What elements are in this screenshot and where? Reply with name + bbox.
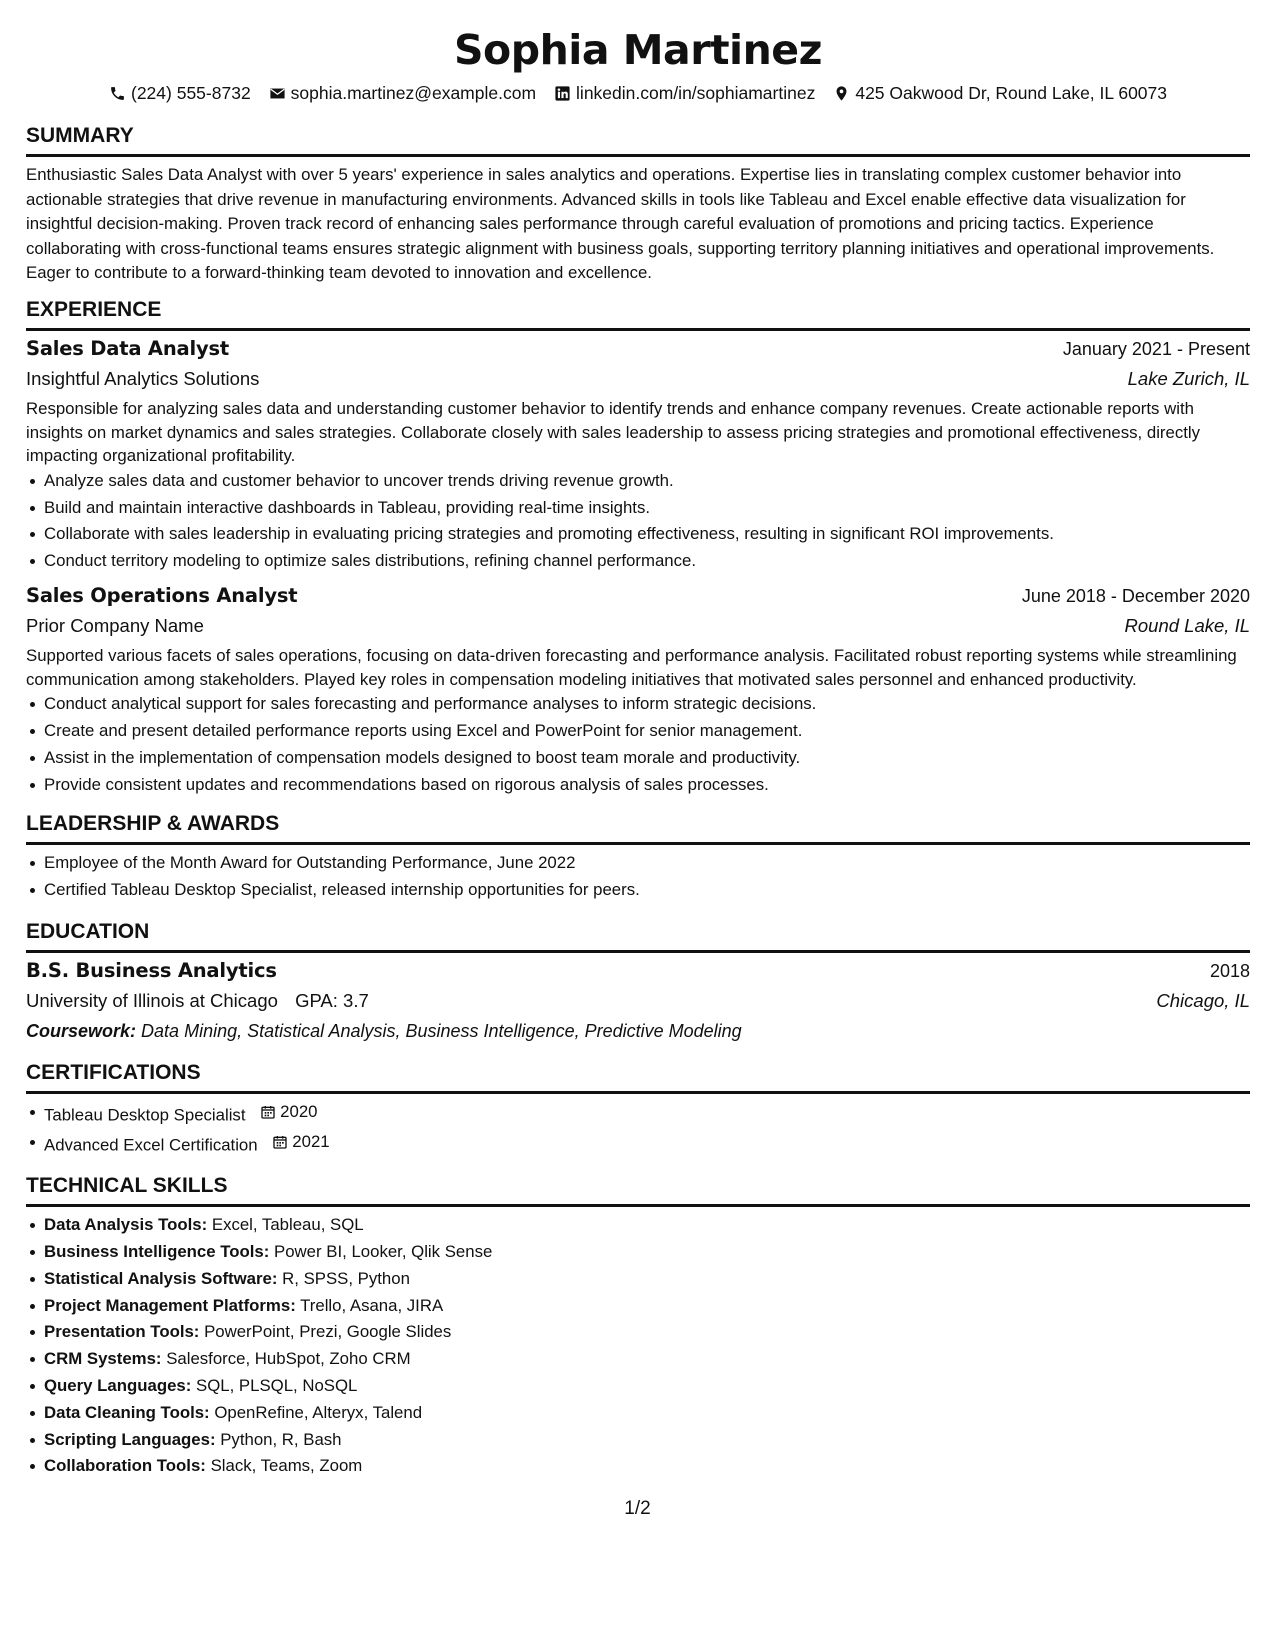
skill-label: Collaboration Tools: xyxy=(44,1456,206,1476)
contact-linkedin[interactable] xyxy=(554,83,815,104)
skill-label: Scripting Languages: xyxy=(44,1429,216,1449)
cert-name: Tableau Desktop Specialist xyxy=(44,1105,246,1125)
section-divider xyxy=(26,154,1250,157)
skill-label: Presentation Tools: xyxy=(44,1322,200,1342)
skill-value: R, SPSS, Python xyxy=(282,1268,410,1288)
phone-icon xyxy=(109,85,126,102)
linkedin-icon xyxy=(554,85,571,102)
list-item xyxy=(44,1099,1250,1129)
graduation-year: 2018 xyxy=(1209,960,1250,981)
skill-value: SQL, PLSQL, NoSQL xyxy=(196,1376,358,1396)
list-item: Build and maintain interactive dashboards in Tableau, providing real-time insights. xyxy=(44,495,1250,522)
school-location: Chicago, IL xyxy=(1156,989,1250,1011)
skill-label: Query Languages: xyxy=(44,1376,192,1396)
skill-value: Python, R, Bash xyxy=(220,1429,342,1449)
coursework xyxy=(26,1016,1250,1046)
calendar-icon xyxy=(260,1104,276,1120)
skill-value: Slack, Teams, Zoom xyxy=(210,1456,363,1476)
contact-email[interactable] xyxy=(269,83,536,104)
list-item xyxy=(44,1373,1250,1400)
cert-year: 2021 xyxy=(292,1132,330,1152)
job-entry xyxy=(26,334,1250,575)
skills-section xyxy=(26,1173,1250,1480)
education-section xyxy=(26,919,1250,1046)
skill-label: Data Cleaning Tools: xyxy=(44,1402,210,1422)
list-item xyxy=(44,1453,1250,1480)
list-item xyxy=(44,1239,1250,1266)
job-description: Supported various facets of sales operations, focusing on data-driven forecasting and performance analysis. Facilitated robust reporting systems while streamlining communication among stakeholders. Played key roles in compensation modeling initiatives that motivated sales personnel and enhanced productivity. xyxy=(26,645,1237,689)
phone-text: (224) 555-8732 xyxy=(131,82,251,103)
map-pin-icon xyxy=(833,85,850,102)
list-item xyxy=(44,1266,1250,1293)
job-entry xyxy=(26,581,1250,798)
list-item xyxy=(44,1319,1250,1346)
contact-address[interactable] xyxy=(833,83,1167,104)
job-title: Sales Data Analyst xyxy=(26,336,229,360)
coursework-label: Coursework: xyxy=(26,1020,137,1041)
section-title-education: EDUCATION xyxy=(26,919,150,943)
skill-label: CRM Systems: xyxy=(44,1349,162,1369)
candidate-name: Sophia Martinez xyxy=(454,26,822,74)
list-item: Conduct analytical support for sales forecasting and performance analyses to inform strategic decisions. xyxy=(44,691,1250,718)
skill-label: Business Intelligence Tools: xyxy=(44,1242,270,1262)
list-item: Certified Tableau Desktop Specialist, released internship opportunities for peers. xyxy=(44,877,1250,904)
list-item: Create and present detailed performance reports using Excel and PowerPoint for senior management. xyxy=(44,718,1250,745)
section-title-skills: TECHNICAL SKILLS xyxy=(26,1174,228,1198)
skill-value: Salesforce, HubSpot, Zoho CRM xyxy=(166,1349,411,1369)
school-name: University of Illinois at Chicago xyxy=(26,989,278,1011)
degree: B.S. Business Analytics xyxy=(26,958,277,982)
section-divider xyxy=(26,842,1250,845)
job-bullets xyxy=(26,691,1250,798)
skill-value: PowerPoint, Prezi, Google Slides xyxy=(204,1322,452,1342)
job-location: Round Lake, IL xyxy=(1124,614,1250,636)
skill-value: Trello, Asana, JIRA xyxy=(300,1295,444,1315)
leadership-section xyxy=(26,811,1250,904)
summary-text: Enthusiastic Sales Data Analyst with over 5 years' experience in sales analytics and operations. Expertise lies in translating complex customer behavior into actionable strategies that drive revenue in manufacturing environments. Advanced skills in tools like Tableau and Excel enable effective data visualization for insightful decision-making. Proven track record of enhancing sales performance through careful evaluation of promotions and pricing tactics. Experience collaborating with cross-functional teams ensures strategic alignment with business goals, supporting territory planning initiatives and operational improvements. Eager to contribute to a forward-thinking team devoted to innovation and excellence. xyxy=(26,165,1215,283)
list-item xyxy=(44,1400,1250,1427)
calendar-icon xyxy=(272,1134,288,1150)
section-divider xyxy=(26,950,1250,953)
list-item xyxy=(44,1293,1250,1320)
skill-value: Excel, Tableau, SQL xyxy=(211,1215,364,1235)
email-text: sophia.martinez@example.com xyxy=(290,82,537,103)
section-title-leadership: LEADERSHIP & AWARDS xyxy=(26,812,280,836)
section-title-certifications: CERTIFICATIONS xyxy=(26,1060,201,1084)
skill-label: Data Analysis Tools: xyxy=(44,1215,208,1235)
section-divider xyxy=(26,1091,1250,1094)
cert-name: Advanced Excel Certification xyxy=(44,1135,258,1155)
job-bullets xyxy=(26,468,1250,575)
certifications-section xyxy=(26,1060,1250,1159)
summary-section xyxy=(26,123,1250,286)
contact-bar xyxy=(26,81,1250,105)
awards-list xyxy=(26,850,1250,904)
experience-section xyxy=(26,297,1250,798)
job-company: Insightful Analytics Solutions xyxy=(26,367,260,389)
list-item: Employee of the Month Award for Outstanding Performance, June 2022 xyxy=(44,850,1250,877)
job-location: Lake Zurich, IL xyxy=(1127,367,1250,389)
skill-value: Power BI, Looker, Qlik Sense xyxy=(274,1242,493,1262)
section-divider xyxy=(26,1204,1250,1207)
list-item: Analyze sales data and customer behavior to uncover trends driving revenue growth. xyxy=(44,468,1250,495)
job-dates: January 2021 - Present xyxy=(1062,338,1250,359)
list-item xyxy=(44,1129,1250,1159)
certifications-list xyxy=(26,1099,1250,1159)
page-number: 1/2 xyxy=(624,1498,651,1519)
list-item: Provide consistent updates and recommendations based on rigorous analysis of sales processes. xyxy=(44,772,1250,799)
linkedin-text: linkedin.com/in/sophiamartinez xyxy=(576,82,816,103)
coursework-list: Data Mining, Statistical Analysis, Business Intelligence, Predictive Modeling xyxy=(141,1020,742,1041)
list-item xyxy=(44,1212,1250,1239)
section-title-summary: SUMMARY xyxy=(26,124,134,147)
list-item: Conduct territory modeling to optimize sales distributions, refining channel performance. xyxy=(44,548,1250,575)
skill-label: Project Management Platforms: xyxy=(44,1295,296,1315)
contact-phone[interactable] xyxy=(109,83,251,104)
skill-value: OpenRefine, Alteryx, Talend xyxy=(214,1402,423,1422)
section-title-experience: EXPERIENCE xyxy=(26,297,162,321)
address-text: 425 Oakwood Dr, Round Lake, IL 60073 xyxy=(855,82,1167,103)
gpa: GPA: 3.7 xyxy=(295,989,369,1011)
list-item xyxy=(44,1346,1250,1373)
resume-page xyxy=(26,0,1250,1480)
envelope-icon xyxy=(269,85,286,102)
cert-year: 2020 xyxy=(280,1101,318,1121)
list-item xyxy=(44,1427,1250,1454)
skill-label: Statistical Analysis Software: xyxy=(44,1268,278,1288)
section-divider xyxy=(26,328,1250,331)
job-description: Responsible for analyzing sales data and understanding customer behavior to identify trends and enhance company revenues. Create actionable reports with insights on market dynamics and sales strategies. Collaborate closely with sales leadership to assess pricing strategies and promotional effectiveness, directly impacting organizational profitability. xyxy=(26,398,1201,466)
job-title: Sales Operations Analyst xyxy=(26,583,298,607)
list-item: Collaborate with sales leadership in evaluating pricing strategies and promoting effectiveness, resulting in significant ROI improvements. xyxy=(44,521,1250,548)
job-dates: June 2018 - December 2020 xyxy=(1021,585,1250,606)
job-company: Prior Company Name xyxy=(26,614,204,636)
list-item: Assist in the implementation of compensation models designed to boost team morale and productivity. xyxy=(44,745,1250,772)
skills-list xyxy=(26,1212,1250,1480)
